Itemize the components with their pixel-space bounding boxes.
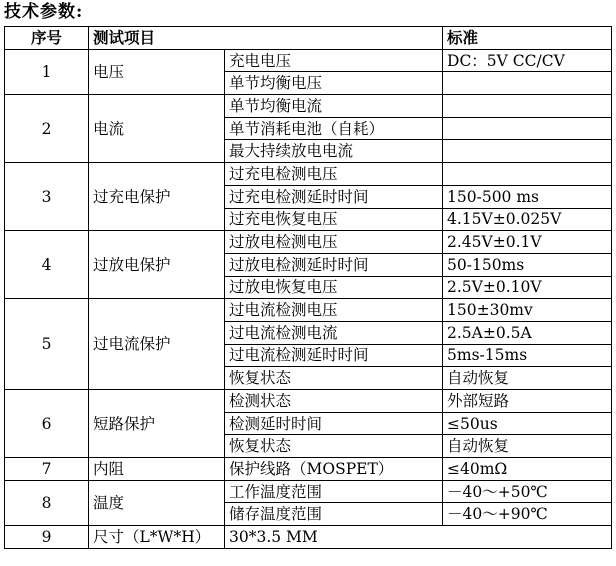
test-item: 短路保护 [89,390,225,458]
standard-value [443,95,612,118]
row-number: 6 [5,390,89,458]
standard-value: －40～+90℃ [443,503,612,526]
sub-item: 恢复状态 [225,435,443,458]
table-row [5,95,612,118]
row-number: 8 [5,480,89,525]
standard-value [443,163,612,186]
row-number: 9 [5,526,89,549]
sub-item: 过充电恢复电压 [225,208,443,231]
test-item: 内阻 [89,458,225,481]
sub-item: 过放电检测延时时间 [225,253,443,276]
sub-item: 过充电检测电压 [225,163,443,186]
table-row [5,231,612,254]
table-header-row [5,27,612,50]
header-no: 序号 [5,27,89,50]
sub-item: 过电流检测电压 [225,299,443,322]
spec-table-body [5,27,612,549]
row-number: 3 [5,163,89,231]
standard-value: ≤50us [443,412,612,435]
sub-item: 最大持续放电电流 [225,140,443,163]
test-item: 过放电保护 [89,231,225,299]
table-row [5,458,612,481]
section-heading: 技术参数: [4,2,84,22]
standard-value: 4.15V±0.025V [443,208,612,231]
test-item: 温度 [89,480,225,525]
row-number: 1 [5,49,89,94]
standard-value: ≤40mΩ [443,458,612,481]
table-row [5,390,612,413]
standard-value: 自动恢复 [443,435,612,458]
standard-value [443,72,612,95]
sub-item: 充电电压 [225,49,443,72]
sub-item: 过电流检测延时时间 [225,344,443,367]
sub-item: 检测状态 [225,390,443,413]
standard-value: 150±30mv [443,299,612,322]
sub-item: 过放电恢复电压 [225,276,443,299]
table-row [5,526,612,549]
sub-item: 工作温度范围 [225,480,443,503]
table-row [5,480,612,503]
sub-item: 单节消耗电池（自耗） [225,117,443,140]
table-row [5,299,612,322]
standard-value: 2.45V±0.1V [443,231,612,254]
table-row [5,163,612,186]
standard-value: 外部短路 [443,390,612,413]
sub-item: 单节均衡电流 [225,95,443,118]
row-number: 2 [5,95,89,163]
size-value: 30*3.5 MM [225,526,612,549]
sub-item: 单节均衡电压 [225,72,443,95]
header-item: 测试项目 [89,27,443,50]
spec-table [4,26,612,549]
standard-value [443,117,612,140]
standard-value: 自动恢复 [443,367,612,390]
standard-value: 5ms-15ms [443,344,612,367]
standard-value: 50-150ms [443,253,612,276]
sub-item: 过放电检测电压 [225,231,443,254]
standard-value: 2.5V±0.10V [443,276,612,299]
test-item: 尺寸（L*W*H） [89,526,225,549]
test-item: 过充电保护 [89,163,225,231]
standard-value: DC：5V CC/CV [443,49,612,72]
standard-value: 2.5A±0.5A [443,321,612,344]
test-item: 电压 [89,49,225,94]
sub-item: 保护线路（MOSPET） [225,458,443,481]
standard-value: －40～+50℃ [443,480,612,503]
sub-item: 过充电检测延时时间 [225,185,443,208]
row-number: 7 [5,458,89,481]
sub-item: 储存温度范围 [225,503,443,526]
row-number: 5 [5,299,89,390]
test-item: 电流 [89,95,225,163]
header-standard: 标准 [443,27,612,50]
table-row [5,49,612,72]
standard-value [443,140,612,163]
standard-value: 150-500 ms [443,185,612,208]
test-item: 过电流保护 [89,299,225,390]
sub-item: 过电流检测电流 [225,321,443,344]
sub-item: 检测延时时间 [225,412,443,435]
sub-item: 恢复状态 [225,367,443,390]
row-number: 4 [5,231,89,299]
